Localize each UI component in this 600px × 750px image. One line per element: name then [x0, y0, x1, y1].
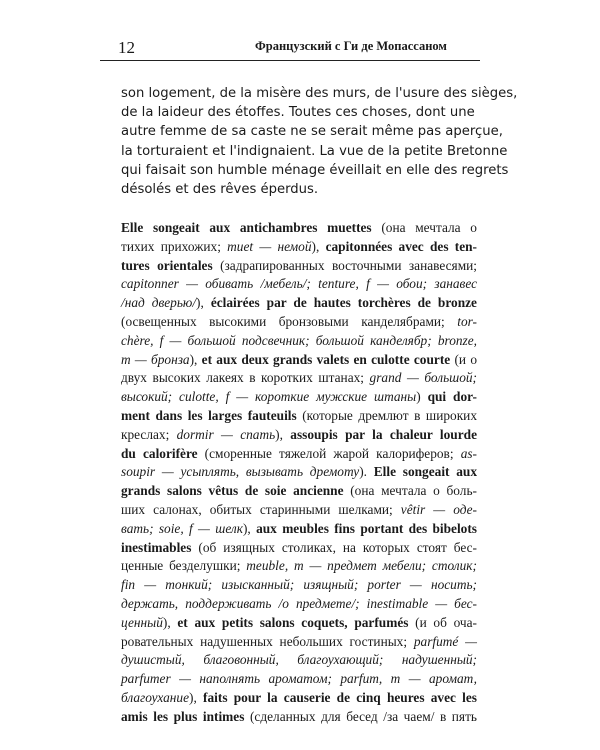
text-line — [121, 595, 477, 614]
text-line — [121, 614, 477, 633]
russian-translation: (задрапированных восточными занавесями; — [212, 257, 477, 273]
russian-translation: (сморенные тяжелой жарой калориферов; — [197, 445, 461, 461]
text-line — [121, 708, 477, 727]
russian-translation: ших салонах, обитых старинными шелками; — [121, 501, 401, 517]
vocabulary-note: m — бронза — [121, 351, 190, 367]
french-phrase: du calorifère — [121, 445, 198, 461]
text-line — [121, 463, 477, 482]
french-phrase: tures orientales — [121, 257, 213, 273]
text-line — [121, 275, 477, 294]
french-text-line: de la laideur des étoffes. Toutes ces choses, dont une — [121, 105, 475, 121]
russian-translation: (она мечтала о боль- — [343, 483, 477, 499]
vocabulary-note: vêtir — оде- — [400, 501, 477, 517]
french-phrase: et aux petits salons coquets, parfumés — [177, 614, 409, 630]
text-line — [121, 576, 477, 595]
vocabulary-note: tor- — [457, 313, 477, 329]
russian-translation: ценные безделушки; — [121, 558, 247, 574]
russian-translation: ), — [189, 689, 204, 705]
russian-translation: ). — [359, 464, 374, 480]
french-phrase: assoupis par la chaleur lourde — [290, 426, 477, 442]
russian-translation: тихих прихожих; — [121, 238, 228, 254]
french-phrase: ment dans les larges fauteuils — [121, 407, 297, 423]
russian-translation: (освещенных высокими бронзовыми канделябрами; — [121, 313, 458, 329]
vocabulary-note: держать, поддерживать /о предмете/; inestimable — бес- — [121, 595, 477, 611]
russian-translation: (и об оча- — [408, 614, 477, 630]
french-text-line: autre femme de sa caste ne se serait même pas aperçue, — [121, 124, 503, 140]
russian-translation: креслах; — [121, 426, 177, 442]
text-line — [121, 689, 477, 708]
russian-translation: ), — [189, 351, 202, 367]
text-line — [121, 388, 477, 407]
russian-translation: (она мечтала о — [371, 220, 477, 235]
french-original-paragraph — [121, 84, 518, 199]
russian-translation: ровательных надушенных небольших гостиных; — [121, 633, 414, 649]
page-header — [100, 30, 480, 60]
vocabulary-note: ценный — [121, 614, 163, 630]
running-title: Французский с Ги де Мопассаном — [255, 39, 447, 53]
text-line — [121, 482, 477, 501]
vocabulary-note: dormir — спать — [176, 426, 276, 442]
text-line — [121, 238, 477, 257]
vocabulary-note: capitonner — обивать /мебель/; tenture, f — обои; занавес — [121, 276, 477, 292]
french-phrase: qui dor- — [427, 389, 477, 405]
russian-translation: (которые дремлют в широких — [296, 407, 477, 423]
french-phrase: éclairées par de hautes torchères de bronze — [210, 295, 477, 311]
text-line — [121, 407, 477, 426]
text-line — [121, 520, 477, 539]
vocabulary-note: душистый, благовонный, благоухающий; надушенный; — [121, 652, 477, 668]
russian-translation: ), — [275, 426, 291, 442]
french-phrase: amis les plus intimes — [121, 708, 245, 724]
vocabulary-note: parfumé — — [413, 633, 477, 649]
vocabulary-note: grand — большой; — [369, 370, 477, 386]
russian-translation: ), — [311, 238, 326, 254]
french-phrase: faits pour la causerie de cinq heures avec les — [203, 689, 477, 705]
french-phrase: et aux deux grands valets en culotte courte — [201, 351, 451, 367]
text-line — [121, 219, 477, 238]
french-phrase: Elle songeait aux — [373, 464, 477, 480]
russian-translation: (и о — [450, 351, 477, 367]
vocabulary-note: высокий; culotte, f — короткие мужские штаны — [121, 389, 417, 405]
text-line — [121, 557, 477, 576]
text-line — [121, 313, 477, 332]
vocabulary-note: soupir — усыплять, вызывать дремоту — [121, 464, 360, 480]
russian-translation: (сделанных для бесед /за чаем/ в пять — [244, 708, 477, 724]
french-phrase: inestimables — [121, 539, 192, 555]
text-line — [121, 633, 477, 652]
vocabulary-note: chère, f — большой подсвечник; большой канделябр; bronze, — [121, 332, 477, 348]
russian-translation: ), — [242, 520, 257, 536]
vocabulary-note: благоухание — [121, 689, 190, 705]
annotated-paragraph — [121, 219, 477, 727]
russian-translation: ), — [162, 614, 178, 630]
text-line — [121, 257, 477, 276]
header-rule — [100, 60, 480, 61]
text-line — [121, 670, 477, 689]
text-line — [121, 294, 477, 313]
text-line — [121, 651, 477, 670]
french-phrase: Elle songeait aux antichambres muettes — [121, 220, 372, 235]
russian-translation: ), — [196, 295, 211, 311]
french-phrase: grands salons vêtus de soie ancienne — [121, 483, 344, 499]
vocabulary-note: as- — [460, 445, 477, 461]
vocabulary-note: вать; soie, f — шелк — [121, 520, 243, 536]
french-phrase: aux meubles fins portant des bibelots — [256, 520, 477, 536]
french-text-line: qui faisait son humble ménage éveillait en elle des regrets — [121, 162, 509, 178]
text-line — [121, 369, 477, 388]
text-line — [121, 332, 477, 351]
text-line — [121, 539, 477, 558]
french-text-line: son logement, de la misère des murs, de l'usure des sièges, — [121, 86, 518, 101]
vocabulary-note: parfumer — наполнять ароматом; parfum, m — аромат, — [121, 671, 477, 687]
vocabulary-note: meuble, m — предмет мебели; столик; — [246, 558, 477, 574]
vocabulary-note: muet — немой — [227, 238, 312, 254]
russian-translation: двух высоких лакеях в коротких штанах; — [121, 370, 370, 386]
vocabulary-note: /над дверью/ — [121, 295, 197, 311]
russian-translation: (об изящных столиках, на которых стоят бес- — [191, 539, 477, 555]
text-line — [121, 501, 477, 520]
french-text-line: la torturaient et l'indignaient. La vue de la petite Bretonne — [121, 143, 508, 159]
french-phrase: capitonnées avec des ten- — [325, 238, 477, 254]
text-line — [121, 351, 477, 370]
text-line — [121, 426, 477, 445]
text-line — [121, 445, 477, 464]
french-text-line: désolés et des rêves éperdus. — [121, 181, 319, 197]
vocabulary-note: fin — тонкий; изысканный; изящный; porter — носить; — [121, 577, 477, 593]
russian-translation: ) — [416, 389, 428, 405]
page-number: 12 — [118, 38, 135, 57]
